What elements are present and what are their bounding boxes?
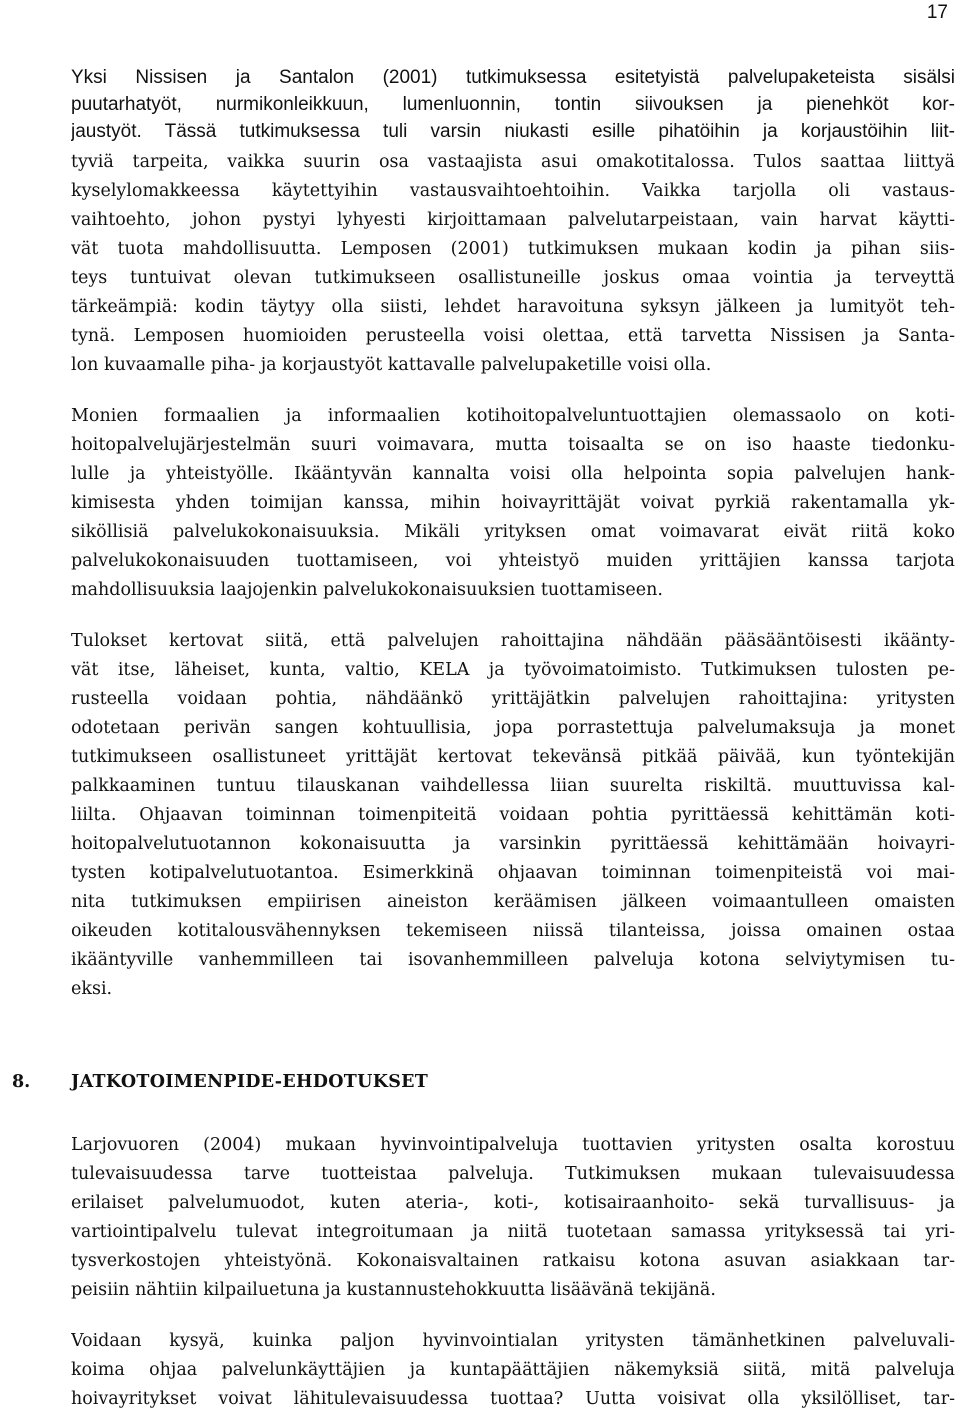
- text-line: Voidaan kysyä, kuinka paljon hyvinvointialan yritysten tämänhetkinen palveluvali-: [71, 1331, 955, 1351]
- text-line: vät itse, läheiset, kunta, valtio, KELA ja työvoimatoimisto. Tutkimuksen tulosten pe-: [71, 660, 955, 680]
- text-line: vartiointipalvelu tulevat integroitumaan ja niitä tuotetaan samassa yrityksessä tai yri-: [71, 1222, 955, 1242]
- page-number: 17: [926, 2, 948, 23]
- text-line: siköllisiä palvelukokonaisuuksia. Mikäli yrityksen omat voimavarat eivät riitä koko: [71, 522, 955, 542]
- text-line: tärkeämpiä: kodin täytyy olla siisti, lehdet haravoituna syksyn jälkeen ja lumityöt teh-: [71, 297, 955, 317]
- text-line: nita tutkimuksen empiirisen aineiston keräämisen jälkeen voimaantulleen omaisten: [71, 892, 955, 912]
- text-line: lon kuvaamalle piha- ja korjaustyöt kattavalle palvelupaketille voisi olla.: [71, 355, 712, 375]
- text-line: hoitopalvelutuotannon kokonaisuutta ja varsinkin pyrittäessä kehittämään hoivayri-: [71, 834, 955, 854]
- text-line: vaihtoehto, johon pystyi lyhyesti kirjoittamaan palvelutarpeistaan, vain harvat käytti-: [71, 210, 955, 230]
- text-line: tulevaisuudessa tarve tuotteistaa palveluja. Tutkimuksen mukaan tulevaisuudessa: [71, 1164, 955, 1184]
- text-line: Tulokset kertovat siitä, että palvelujen rahoittajina nähdään pääsääntöisesti ikäänty-: [71, 631, 955, 651]
- text-line: tutkimukseen osallistuneet yrittäjät kertovat tekevänsä pitkää päivää, kun työntekijän: [71, 747, 955, 767]
- text-line: Yksi Nissisen ja Santalon (2001) tutkimuksessa esitetyistä palvelupaketeista sisälsi: [71, 67, 955, 88]
- text-line: teys tuntuivat olevan tutkimukseen osallistuneille joskus omaa vointia ja terveyttä: [71, 268, 955, 288]
- text-line: palvelukokonaisuuden tuottamiseen, voi yhteistyö muiden yrittäjien kanssa tarjota: [71, 551, 955, 571]
- text-line: palkkaaminen tuntuu tilauskanan vaihdellessa liian suurelta riskiltä. muuttuvissa kal-: [71, 776, 955, 796]
- text-line: kimisesta yhden toimijan kanssa, mihin hoivayrittäjät voivat pyrkiä rakentamalla yk-: [71, 493, 955, 513]
- text-line: tynä. Lemposen huomioiden perusteella voisi olettaa, että tarvetta Nissisen ja Santa-: [71, 326, 955, 346]
- section-number: 8.: [12, 1072, 31, 1092]
- text-line: tysverkostojen yhteistyönä. Kokonaisvaltainen ratkaisu kotona asuvan asiakkaan tar-: [71, 1251, 955, 1271]
- text-line: oikeuden kotitalousvähennyksen tekemiseen niissä tilanteissa, joissa omainen ostaa: [71, 921, 955, 941]
- text-line: Monien formaalien ja informaalien kotihoitopalveluntuottajien olemassaolo on koti-: [71, 406, 955, 426]
- text-line: eksi.: [71, 979, 113, 999]
- text-line: ikääntyville vanhemmilleen tai isovanhemmilleen palveluja kotona selviytymisen tu-: [71, 950, 955, 970]
- text-line: hoivayritykset voivat lähitulevaisuudessa tuottaa? Uutta voisivat olla yksilölliset, tar-: [71, 1389, 955, 1409]
- text-line: vät tuota mahdollisuutta. Lemposen (2001) tutkimuksen mukaan kodin ja pihan siis-: [71, 239, 955, 259]
- text-line: puutarhatyöt, nurmikonleikkuun, lumenluonnin, tontin siivouksen ja pienehköt kor-: [71, 94, 955, 115]
- text-line: tyviä tarpeita, vaikka suurin osa vastaajista asui omakotitalossa. Tulos saattaa liittyä: [71, 152, 955, 172]
- text-line: tysten kotipalvelutuotantoa. Esimerkkinä ohjaavan toiminnan toimenpiteistä voi mai-: [71, 863, 955, 883]
- text-line: liilta. Ohjaavan toiminnan toimenpiteitä voidaan pohtia pyrittäessä kehittämän koti-: [71, 805, 955, 825]
- text-line: Larjovuoren (2004) mukaan hyvinvointipalveluja tuottavien yritysten osalta korostuu: [71, 1135, 955, 1155]
- text-line: kyselylomakkeessa käytettyihin vastausvaihtoehtoihin. Vaikka tarjolla oli vastaus-: [71, 181, 955, 201]
- text-line: odotetaan perivän sangen kohtuullisia, jopa porrastettuja palvelumaksuja ja monet: [71, 718, 955, 738]
- text-line: mahdollisuuksia laajojenkin palvelukokonaisuuksien tuottamiseen.: [71, 580, 663, 600]
- section-heading: JATKOTOIMENPIDE-EHDOTUKSET: [71, 1072, 429, 1092]
- text-line: peisiin nähtiin kilpailuetuna ja kustannustehokkuutta lisäävänä tekijänä.: [71, 1280, 716, 1300]
- text-line: erilaiset palvelumuodot, kuten ateria-, koti-, kotisairaanhoito- sekä turvallisuus- ja: [71, 1193, 955, 1213]
- text-line: koima ohjaa palvelunkäyttäjien ja kuntapäättäjien näkemyksiä siitä, mitä palveluja: [71, 1360, 955, 1380]
- text-line: hoitopalvelujärjestelmän suuri voimavara, mutta toisaalta se on iso haaste tiedonku-: [71, 435, 955, 455]
- text-line: rusteella voidaan pohtia, nähdäänkö yrittäjätkin palvelujen rahoittajina: yritysten: [71, 689, 955, 709]
- text-line: jaustyöt. Tässä tutkimuksessa tuli varsin niukasti esille pihatöihin ja korjaustöihin liit-: [71, 121, 955, 142]
- text-line: lulle ja yhteistyölle. Ikääntyvän kannalta voisi olla helpointa sopia palvelujen hank-: [71, 464, 955, 484]
